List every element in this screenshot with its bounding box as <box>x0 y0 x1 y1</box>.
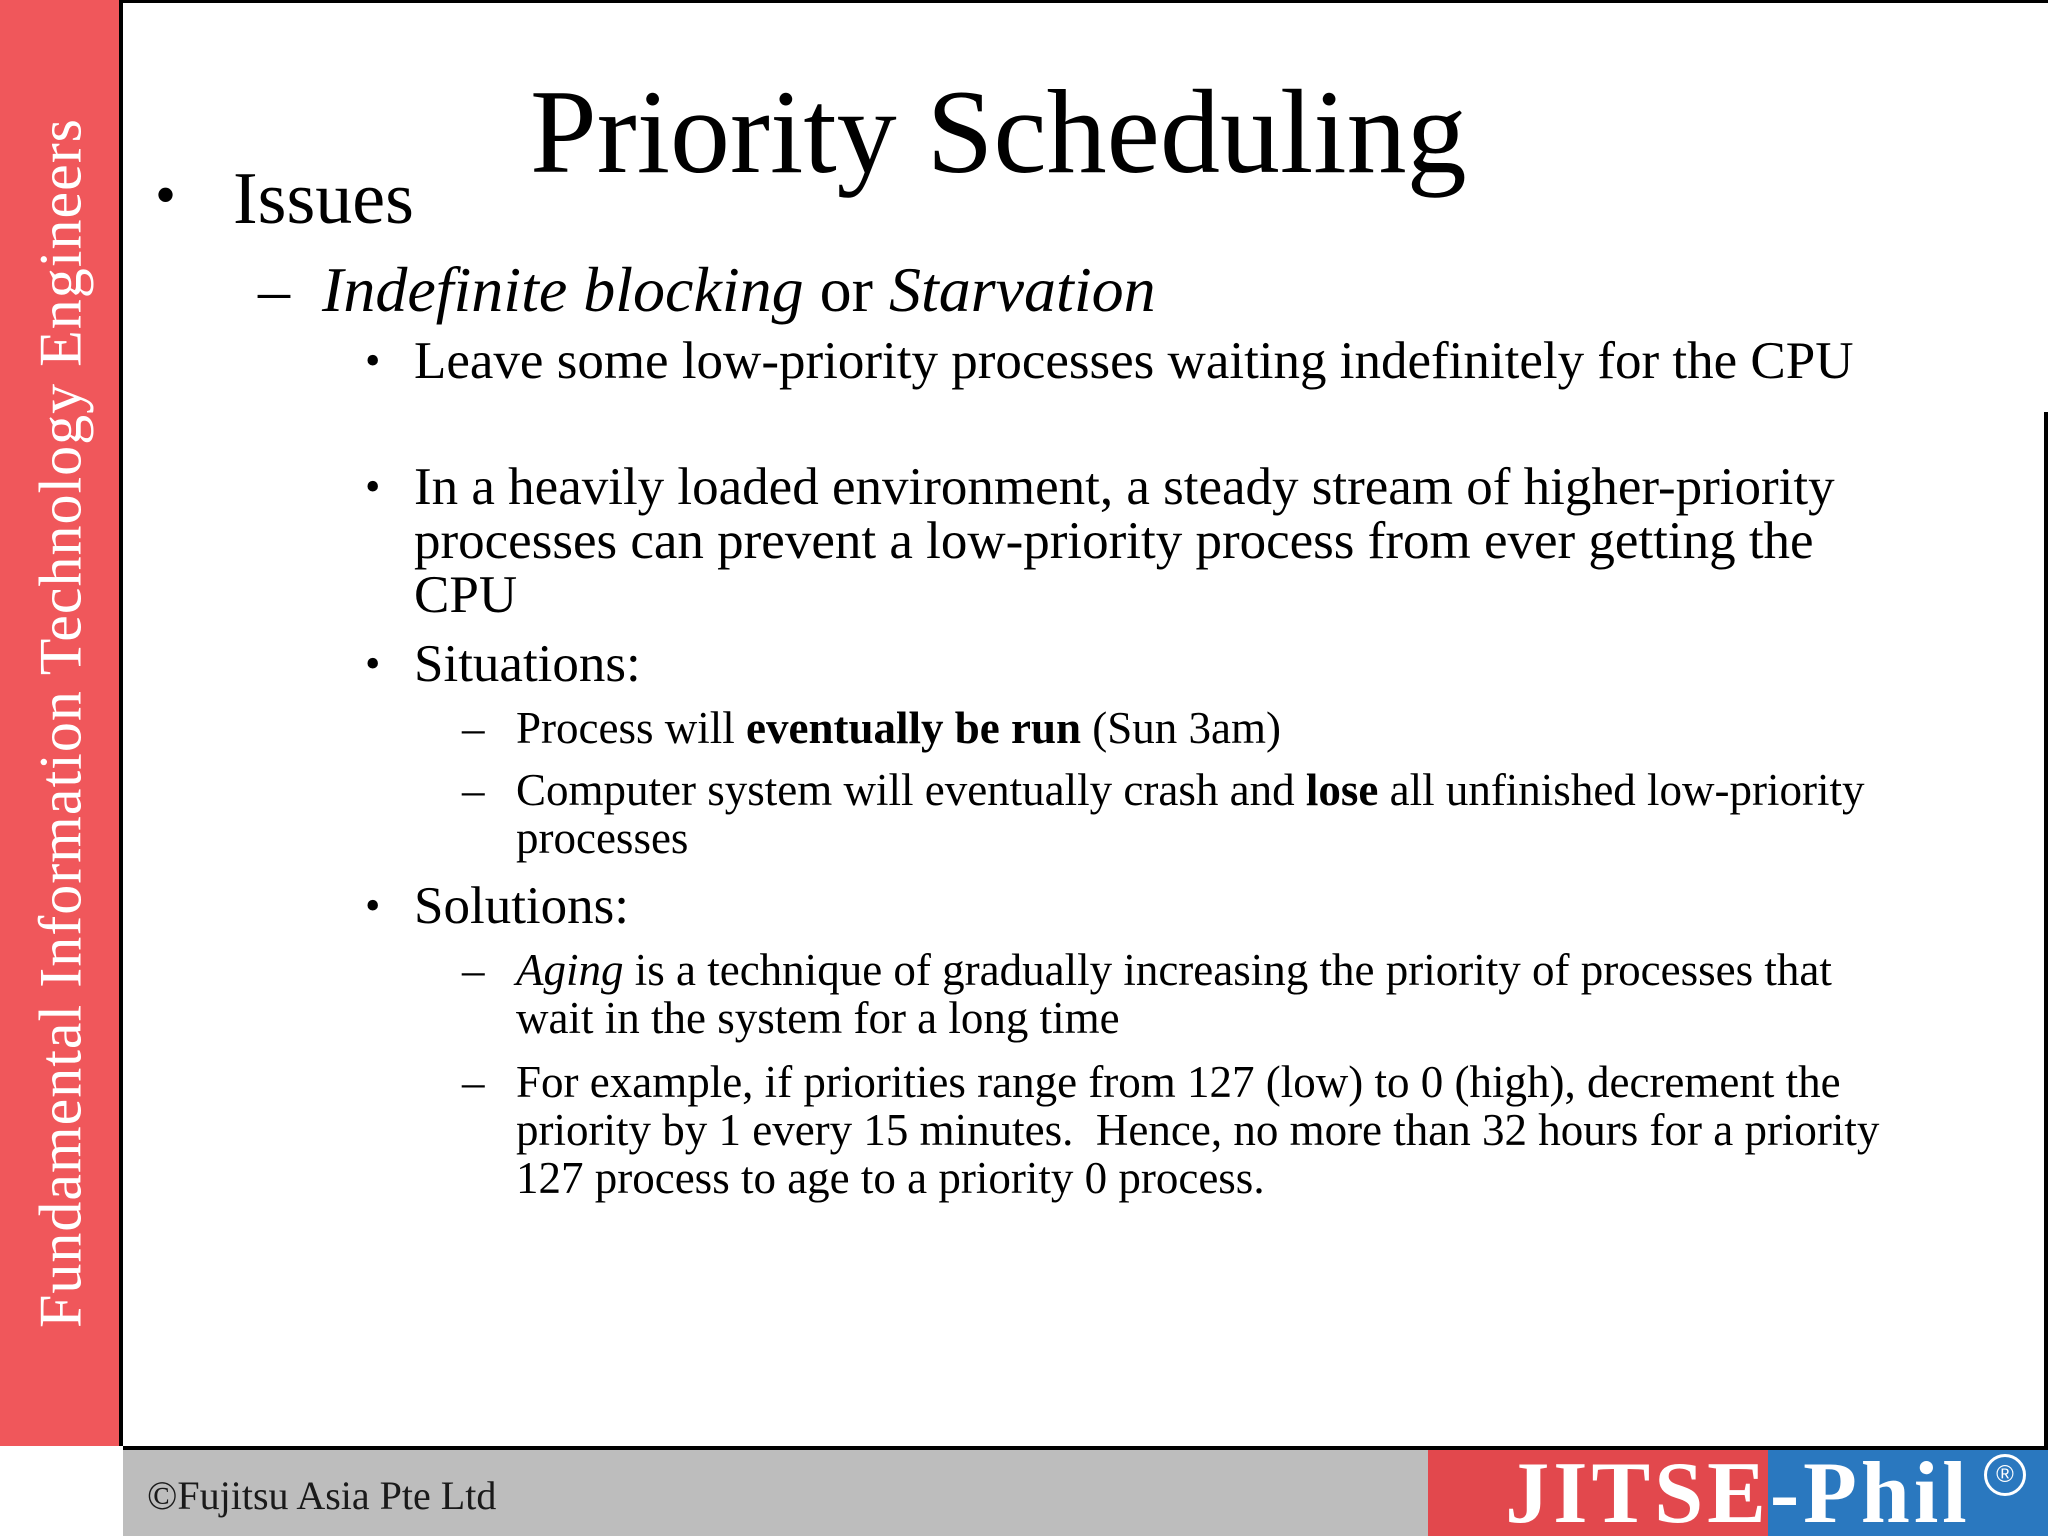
top-border <box>0 0 2048 3</box>
dash-marker: – <box>462 765 485 815</box>
bullet-dot: • <box>365 639 381 688</box>
solution-text: For example, if priorities range from 127 (low) to 0 (high), decrement the priority by 1 every 15 minutes. Hence, no more than 32 hours for a priority 127 process to age to a priority 0 process. <box>516 1057 1891 1203</box>
situations-label: Situations: <box>414 635 641 693</box>
bullet-issues <box>155 158 414 240</box>
copyright-text: ©Fujitsu Asia Pte Ltd <box>147 1473 497 1518</box>
situation-text <box>516 704 1916 752</box>
dash-marker: – <box>462 1057 485 1107</box>
dash-marker: – <box>462 703 485 753</box>
footer <box>123 1446 2048 1536</box>
sidebar-text: Fundamental Information Technology Engineers <box>27 117 94 1329</box>
logo-text: JITSE-Phil <box>1505 1445 1971 1536</box>
situation-text <box>516 766 1916 862</box>
bold-segment: lose <box>1305 765 1379 815</box>
text-segment: (Sun 3am) <box>1081 703 1282 753</box>
sidebar <box>0 0 123 1446</box>
text-segment: all unfinished low-priority processes <box>516 765 1865 863</box>
aging-term: Aging <box>516 945 624 995</box>
issues-label: Issues <box>233 158 414 240</box>
solution-text <box>516 946 1916 1042</box>
bold-segment: eventually be run <box>746 703 1082 753</box>
sub-heading <box>258 254 1156 325</box>
bullet-dot: • <box>365 462 381 511</box>
text-segment: Computer system will eventually crash and <box>516 765 1306 815</box>
jitse-phil-logo <box>1428 1445 2048 1536</box>
starvation-term: Starvation <box>888 254 1156 325</box>
slide-title: Priority Scheduling <box>530 65 1467 198</box>
dash-marker: – <box>462 945 485 995</box>
point-text: Leave some low-priority processes waiting indefinitely for the CPU <box>414 332 1854 390</box>
bullet-dot: • <box>155 162 177 228</box>
text-segment: is a technique of gradually increasing the priority of processes that wait in the system for a long time <box>516 945 1832 1043</box>
bullet-dot: • <box>365 881 381 930</box>
indefinite-blocking-term: Indefinite blocking <box>322 254 804 325</box>
or-connector: or <box>803 254 889 325</box>
text-segment: Process will <box>516 703 746 753</box>
registered-mark-icon: ® <box>1984 1454 2026 1496</box>
dash-marker: – <box>258 254 290 325</box>
point-text: In a heavily loaded environment, a steady stream of higher-priority processes can prevent a low-priority process from ever getting the CPU <box>414 458 1835 624</box>
bullet-dot: • <box>365 336 381 385</box>
solutions-label: Solutions: <box>414 877 630 935</box>
right-edge-line <box>2044 412 2048 1446</box>
